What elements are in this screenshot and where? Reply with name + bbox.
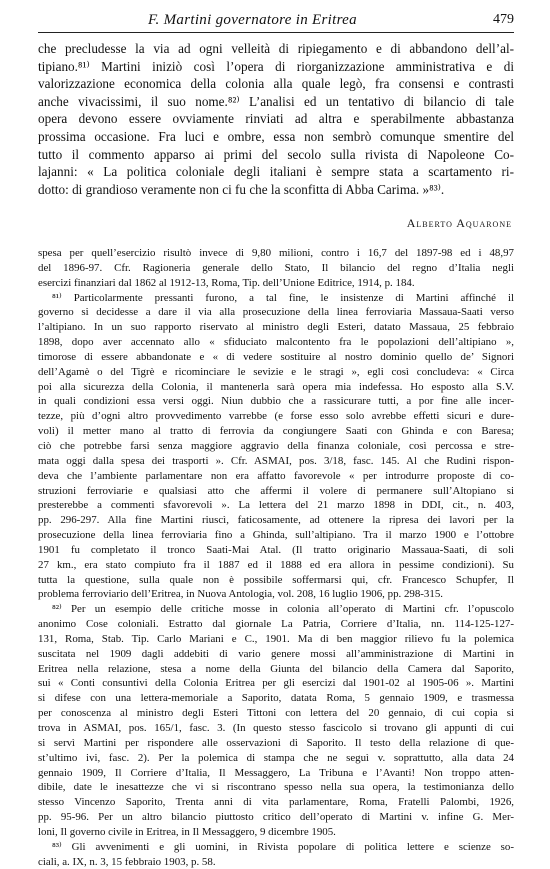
body-text-line: tipiano.⁸¹⁾ Martini iniziò così l’opera di riorganizzazione amministrativa e di [38,58,514,74]
footnote-line: anonimo Cose coloniali. Estratto dal giornale La Patria, Corriere d’Italia, nn. 114-125-127- [38,618,514,631]
footnote-line: tezze, più d’ogni altro provvedimento varrebbe (e forse esso solo avrebbe effetti sicuri e dure- [38,410,514,423]
footnote-line: ciali, a. IX, n. 3, 15 febbraio 1903, p. 58. [38,855,216,868]
body-text-line: opera devono essere ovviamente rinviati ad altra e sperabilmente abbastanza [38,111,514,127]
footnote-line: spesa per quell’esercizio risultò invece di 9,80 milioni, contro i 16,7 del 1897-98 ed i 48,97 [38,247,514,259]
body-text-line: tutto il commento apparso ai primi del secolo sulla rivista di Napoleone Co- [38,146,514,162]
body-text-line: dotto: di grandioso veramente non ci fu che la sconfitta di Abba Carima. »⁸³⁾. [38,181,445,197]
footnote-line: prosecuzione della linea ferroviaria fino a Ghinda, sull’altipiano. Tra il marzo 1900 e l’ottobre [38,529,514,542]
body-text-line: lajanni: « La politica coloniale degli italiani è sempre stata a scartamento ri- [38,164,514,180]
footnotes [38,246,514,869]
footnote-line: 1898, dopo aver accennato allo « sfiduciato malcontento fra le popolazioni dell’altipiano », [38,336,514,349]
main-paragraph [38,40,514,198]
body-text-line: valorizzazione economica della colonia alla quale legò, fra consensi e contrasti [38,76,514,92]
page-number: 479 [493,12,514,27]
body-text-line: anche vivacissimi, il suo nome.⁸²⁾ L’analisi ed un tentativo di bilancio di tale [38,93,514,109]
page-header [38,12,514,33]
footnote-line: struzioni ferroviarie e qualsiasi atto che affermi il volere di permanere sull’Altopiano si [38,484,514,497]
footnote-line: pp. 296-297. Alla fine Martini riuscì, faticosamente, ad ottenere la ripresa dei lavori per la [38,514,514,527]
author-signature: Alberto Aquarone [406,216,512,230]
footnote-line: ⁸¹⁾ Particolarmente pressanti furono, a tal fine, le insistenze di Martini affinché il [52,291,514,304]
footnote-line: pp. 95-96. Per un altro bilancio piuttosto critico dell’operato di Martini v. infine G. Mer- [38,811,514,824]
footnote-line: suscitata nel 1909 dagli addebiti di vario genere mossi all’amministrazione di Martini in [38,647,514,660]
footnote-line: st’ultimo ivi, fasc. 2). Per la polemica di stampa che ne seguì v. soprattutto, alla data 24 [38,751,514,764]
footnote-line: in quali condizioni essa versi oggi. Niun dubbio che a rassicurare tutti, a por fine alle incer- [38,395,514,408]
footnote-line: sui « Conti consuntivi della Colonia Eritrea per gli esercizi dal 1901-02 al 1905-06 ». Martini [38,677,514,690]
footnote-line: trova in ASMAI, pos. 165/1, fasc. 3. (In questo stesso fascicolo si trovano gli appunti di cui [38,722,514,734]
footnote-line: 27 km., era stato compiuto fra il 1887 ed il 1888 ed era allora in pessime condizioni). Su [38,558,514,571]
footnote-line: problema ferroviario dell’Eritrea, in Nuova Antologia, vol. 208, 16 luglio 1906, pp. 298-315. [38,588,443,601]
footnote-line: timorose di essere abbandonate e « di vedere sostituire al nostro dominio quello de’ Signori [38,350,514,363]
running-title: F. Martini governatore in Eritrea [148,12,357,28]
footnote-line: esercizi finanziari dal 1862 al 1912-13, Roma, Tip. dell’Unione Editrice, 1914, p. 184. [38,276,415,289]
footnote-line: ⁸²⁾ Per un esempio delle critiche mosse in colonia all’operato di Martini cfr. l’opuscolo [52,603,514,616]
footnote-line: Eritrea nella relazione, stesa a nome della Giunta del bilancio della Camera dal Saporito, [38,662,514,675]
footnote-line: mata oggi dalla spesa dei trasporti ». Cfr. ASMAI, pos. 3/18, fasc. 145. Al che Rudinì rispon- [38,454,514,467]
footnote-line: 1901 fu completato il tronco Saati-Mai Atal. (Il tratto originario Massaua-Saati, di soli [38,543,514,556]
footnote-line: ⁸³⁾ Gli avvenimenti e gli uomini, in Rivista popolare di politica lettere e scienze so- [52,840,514,853]
footnote-line: governo si decidesse a dare il via alla prosecuzione della linea ferroviaria Massaua-Saati verso [38,306,514,319]
footnote-line: l’altipiano. In un suo rapporto riservato al ministro degli Esteri, datato Massaua, 25 febbraio [38,321,514,334]
footnote-line: dibile, date le inesattezze che vi si riscontrano spesso nella sua opera, la testimonianza dello [38,781,514,794]
footnote-line: stesso Vincenzo Saporito, Trenta anni di vita parlamentare, Roma, Fratelli Palombi, 1926, [38,796,514,809]
footnote-line: si difese con una lettera-memoriale a Saporito, datata Roma, 5 gennaio 1909, e trasmessa [38,692,514,705]
footnote-line: del 1896-97. Cfr. Ragioneria generale dello Stato, Il bilancio del regno d’Italia negli [38,261,514,274]
footnote-line: ciò che potrebbe farsi senza maggiore aggravio della finanza coloniale, così percossa e stre- [38,439,514,452]
footnote-line: voli) il metter mano al tratto di ferrovia da congiungere Saati con Ghinda e con Baresa; [38,425,514,438]
body-text-line: che precludesse la via ad ogni velleità di ripiegamento e di abbandono dell’al- [38,41,514,56]
footnote-line: loni, Il governo civile in Eritrea, in Il Messaggero, 9 dicembre 1905. [38,825,336,838]
footnote-line: 131, Roma, Stab. Tip. Carlo Mariani e C., 1901. Ma di ben maggior rilievo fu la polemica [38,632,514,645]
footnote-line: presterebbe a commenti sfavorevoli ». La lettera del 21 marzo 1898 in DDI, cit., n. 403, [38,499,514,512]
footnote-line: si servì Martini per rispondere alle osservazioni di Saporito. Il testo della relazione di que- [38,736,514,749]
footnote-line: tutta la questione, sulla quale non è possibile soffermarsi qui, cfr. Francesco Schupfer, Il [38,573,514,586]
footnote-line: gennaio 1909, Il Corriere d’Italia, Il Messaggero, La Tribuna e l’Avanti! Non troppo atten- [38,766,514,779]
footnote-line: poi alla sicurezza della Colonia, il mantenerla sarà opera mia indefessa. Ho esposto alla S.V. [38,380,514,393]
footnote-line: per conoscenza al ministro degli Esteri Tittoni con lettera del 20 gennaio, di cui copia si [38,707,514,720]
body-text-line: prossima occasione. Fra luci e ombre, essa non sembrò comunque smentire del [38,128,514,144]
footnote-line: deva che l’ambiente parlamentare non era affatto favorevole « per introdurre proposte di co- [38,469,514,482]
footnote-line: dell’Agamè o del Tigrè e ricominciare le sevizie e le stragi », egli così concludeva: « Circa [38,365,514,378]
